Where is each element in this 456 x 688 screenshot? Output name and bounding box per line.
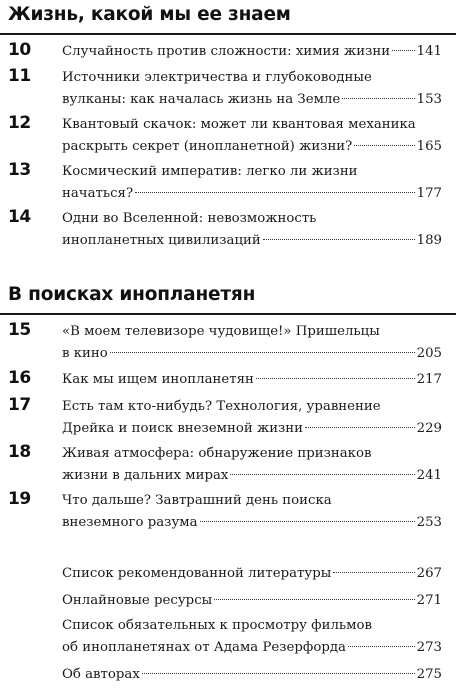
chapter-number: 13 xyxy=(8,160,31,180)
chapter-number: 11 xyxy=(8,66,31,86)
chapter-title-line: «В моем телевизоре чудовище!» Пришельцы xyxy=(62,324,380,339)
chapter-number: 15 xyxy=(8,320,31,340)
chapter-title-line: Космический императив: легко ли жизни xyxy=(62,164,358,179)
dot-leader xyxy=(392,50,415,51)
chapter-title-line: Как мы ищем инопланетян xyxy=(62,372,254,387)
toc-last-line xyxy=(62,637,442,659)
dot-leader xyxy=(200,521,415,522)
back-matter-title-line: Список обязательных к просмотру фильмов xyxy=(62,618,372,633)
page-number: 275 xyxy=(416,667,442,682)
chapter-number: 17 xyxy=(8,395,31,415)
page-number: 253 xyxy=(416,515,442,530)
chapter-title-line: Что дальше? Завтрашний день поиска xyxy=(62,493,332,508)
back-matter-title-line: Онлайновые ресурсы xyxy=(62,593,213,608)
toc-last-line xyxy=(62,230,442,252)
page-number: 141 xyxy=(416,44,442,59)
dot-leader xyxy=(110,352,415,353)
dot-leader xyxy=(230,474,414,475)
toc-last-line xyxy=(62,136,442,158)
page-number: 177 xyxy=(416,186,442,201)
chapter-number: 19 xyxy=(8,489,31,509)
section-title: В поисках инопланетян xyxy=(8,284,256,305)
page-number: 229 xyxy=(416,421,442,436)
dot-leader xyxy=(135,192,415,193)
page-number: 165 xyxy=(416,139,442,154)
toc-last-line xyxy=(62,369,442,391)
dot-leader xyxy=(354,145,414,146)
dot-leader xyxy=(342,98,414,99)
back-matter-title-line: Список рекомендованной литературы xyxy=(62,566,332,581)
dot-leader xyxy=(256,378,415,379)
chapter-title-line: начаться? xyxy=(62,186,134,201)
dot-leader xyxy=(142,673,415,674)
toc-last-line xyxy=(62,664,442,686)
page-number: 273 xyxy=(416,640,442,655)
chapter-title-line: Источники электричества и глубоководные xyxy=(62,70,372,85)
chapter-title-line: Квантовый скачок: может ли квантовая механика xyxy=(62,117,416,132)
chapter-number: 10 xyxy=(8,40,31,60)
chapter-number: 16 xyxy=(8,368,31,388)
page-number: 153 xyxy=(416,92,442,107)
back-matter-title-line: Об авторах xyxy=(62,667,140,682)
toc-last-line xyxy=(62,590,442,612)
section-divider xyxy=(0,313,456,315)
toc-last-line xyxy=(62,418,442,440)
chapter-number: 18 xyxy=(8,442,31,462)
chapter-title-line: Случайность против сложности: химия жизни xyxy=(62,44,391,59)
chapter-title-line: жизни в дальних мирах xyxy=(62,468,229,483)
toc-last-line xyxy=(62,41,442,63)
chapter-title-line: внеземного разума xyxy=(62,515,198,530)
page-number: 189 xyxy=(416,233,442,248)
chapter-title-line: Есть там кто-нибудь? Технология, уравнение xyxy=(62,399,381,414)
dot-leader xyxy=(263,239,415,240)
toc-last-line xyxy=(62,89,442,111)
section-title: Жизнь, какой мы ее знаем xyxy=(8,4,291,25)
page-number: 205 xyxy=(416,346,442,361)
chapter-title-line: в кино xyxy=(62,346,108,361)
page-number: 271 xyxy=(416,593,442,608)
chapter-number: 12 xyxy=(8,113,31,133)
toc-last-line xyxy=(62,465,442,487)
chapter-title-line: Живая атмосфера: обнаружение признаков xyxy=(62,446,372,461)
page-number: 267 xyxy=(416,566,442,581)
dot-leader xyxy=(348,646,415,647)
back-matter-title-line: об инопланетянах от Адама Резерфорда xyxy=(62,640,346,655)
toc-last-line xyxy=(62,183,442,205)
chapter-number: 14 xyxy=(8,207,31,227)
chapter-title-line: вулканы: как началась жизнь на Земле xyxy=(62,92,341,107)
dot-leader xyxy=(214,599,414,600)
toc-last-line xyxy=(62,512,442,534)
chapter-title-line: Дрейка и поиск внеземной жизни xyxy=(62,421,304,436)
section-divider xyxy=(0,33,456,35)
dot-leader xyxy=(333,572,414,573)
chapter-title-line: Одни во Вселенной: невозможность xyxy=(62,211,317,226)
toc-last-line xyxy=(62,563,442,585)
page-number: 217 xyxy=(416,372,442,387)
toc-last-line xyxy=(62,343,442,365)
chapter-title-line: раскрыть секрет (инопланетной) жизни? xyxy=(62,139,353,154)
chapter-title-line: инопланетных цивилизаций xyxy=(62,233,261,248)
dot-leader xyxy=(305,427,415,428)
page-number: 241 xyxy=(416,468,442,483)
